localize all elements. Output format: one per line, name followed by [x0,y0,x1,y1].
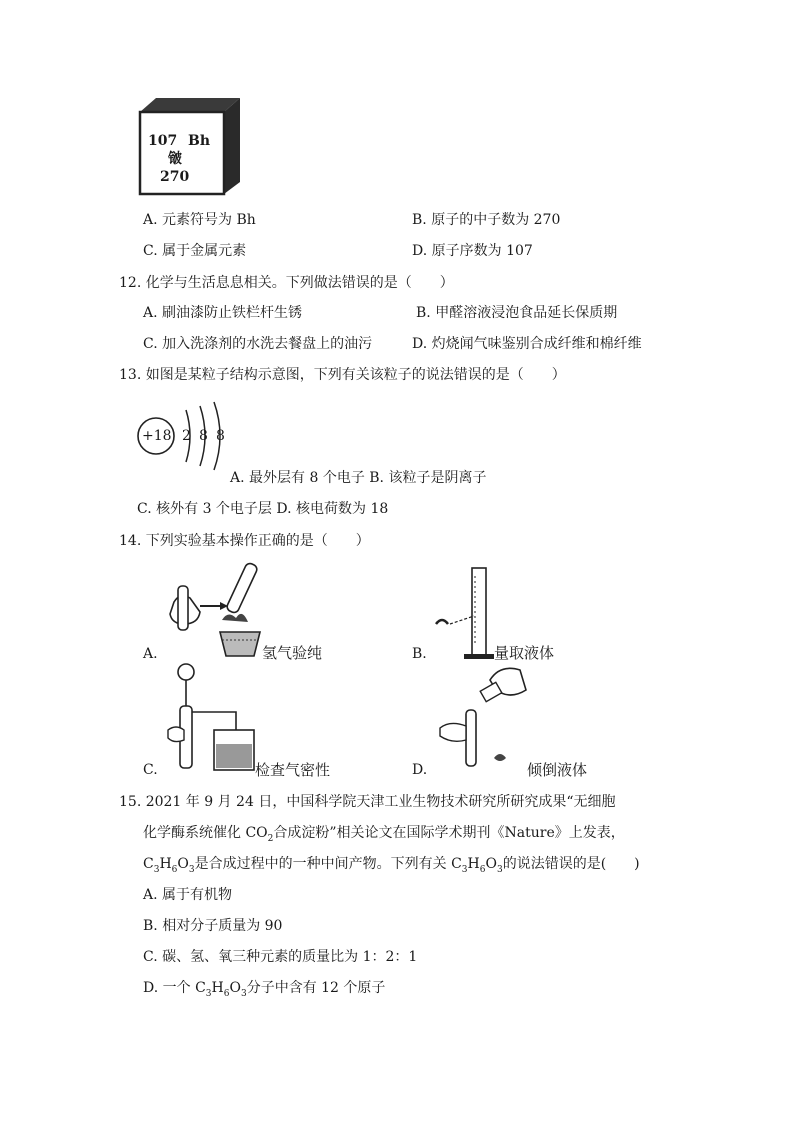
element-atomic-number: 107 [148,133,178,149]
element-name: 𬭛 [168,151,182,167]
formula-c-3: C [195,980,206,996]
q15-option-d-post: 分子中含有 12 个原子 [246,980,386,996]
shell-1-electrons: 2 [182,428,191,444]
formula-c-sub-3: 3 [205,988,212,999]
pouring-liquid-illustration [436,660,536,770]
q15-option-a: A. 属于有机物 [143,887,233,903]
q14-option-c-caption: 检查气密性 [255,761,331,779]
shell-3-electrons: 8 [216,428,225,444]
q13-options-cd: C. 核外有 3 个电子层 D. 核电荷数为 18 [137,501,389,517]
hydrogen-test-illustration [160,562,270,662]
q13-options-ab: A. 最外层有 8 个电子 B. 该粒子是阴离子 [230,470,487,486]
q15-option-c: C. 碳、氢、氧三种元素的质量比为 1：2：1 [143,949,418,965]
formula-o-sub-2: 3 [496,864,503,875]
q11-option-d: D. 原子序数为 107 [412,243,533,259]
formula-h-sub-3: 6 [223,988,230,999]
formula-h-3: H [211,980,224,996]
q14-option-a-caption: 氢气验纯 [262,644,323,662]
nucleus-charge: +18 [142,428,172,444]
q14-option-b-caption: 量取液体 [494,644,555,662]
q11-option-b: B. 原子的中子数为 270 [412,212,561,228]
q15-stem-line1: 15. 2021 年 9 月 24 日，中国科学院天津工业生物技术研究所研究成果“无细胞 [119,794,616,810]
formula-h: H [159,856,172,872]
q14-option-a-letter: A. [143,646,158,662]
q12-option-a: A. 刷油漆防止铁栏杆生锈 [143,305,303,321]
q15-line2-post: 合成淀粉”相关论文在国际学术期刊《Nature》上发表， [273,825,625,841]
formula-c-sub-2: 3 [461,864,468,875]
q15-line3-end: 的说法错误的是( ) [502,856,640,872]
q11-option-c: C. 属于金属元素 [143,243,247,259]
formula-c-2: C [451,856,462,872]
formula-o: O [177,856,189,872]
shell-2-electrons: 8 [199,428,208,444]
formula-o-2: O [485,856,497,872]
q14-option-c-letter: C. [143,762,158,778]
q12-option-b: B. 甲醛溶液浸泡食品延长保质期 [416,305,618,321]
q12-option-d: D. 灼烧闻气味鉴别合成纤维和棉纤维 [412,336,642,352]
q15-stem-line3 [143,854,640,880]
q15-line2-sub: 2 [267,833,274,844]
formula-o-sub: 3 [188,864,195,875]
q15-line3-mid: 是合成过程中的一种中间产物。下列有关 [194,856,452,872]
q15-option-d-pre: D. 一个 [143,980,196,996]
q11-option-a: A. 元素符号为 Bh [143,212,256,228]
q14-stem: 14. 下列实验基本操作正确的是（ ） [119,533,370,549]
formula-c-sub: 3 [153,864,160,875]
formula-h-sub: 6 [171,864,178,875]
q15-stem-line2 [143,823,625,849]
formula-o-sub-3: 3 [240,988,247,999]
q12-stem: 12. 化学与生活息息相关。下列做法错误的是（ ） [119,275,454,291]
q13-stem: 13. 如图是某粒子结构示意图，下列有关该粒子的说法错误的是（ ） [119,367,566,383]
formula-h-2: H [467,856,480,872]
airtightness-check-illustration [160,660,280,770]
q15-option-d [143,978,385,1004]
q14-option-d-caption: 倾倒液体 [527,761,588,779]
formula-o-3: O [229,980,241,996]
formula-c: C [143,856,154,872]
q15-line2-pre: 化学酶系统催化 CO [143,825,268,841]
element-symbol: Bh [188,133,211,149]
formula-h-sub-2: 6 [479,864,486,875]
element-mass: 270 [160,169,190,185]
q12-option-c: C. 加入洗涤剂的水洗去餐盘上的油污 [143,336,373,352]
q14-option-b-letter: B. [412,646,427,662]
q15-option-b: B. 相对分子质量为 90 [143,918,283,934]
q14-option-d-letter: D. [412,762,428,778]
